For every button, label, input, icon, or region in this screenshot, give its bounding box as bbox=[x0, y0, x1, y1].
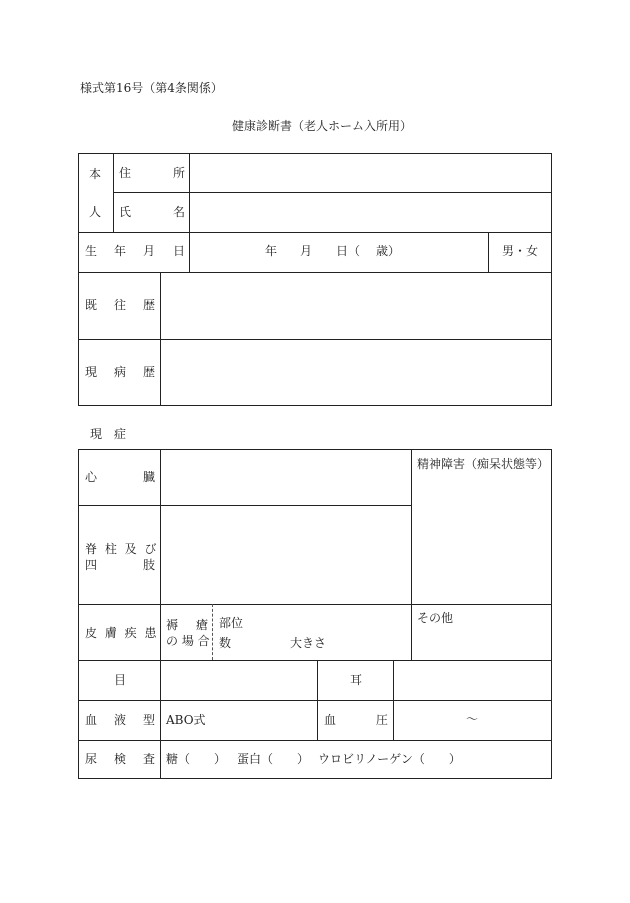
document-title: 健康診断書（老人ホーム入所用） bbox=[232, 119, 413, 133]
history-label-1: 既 bbox=[85, 298, 98, 312]
birth-month-label: 月 bbox=[300, 244, 313, 258]
birth-label-1: 生 bbox=[85, 244, 98, 258]
blood-type-label-1: 血 bbox=[85, 713, 98, 727]
address-label-1: 住 bbox=[119, 166, 132, 180]
name-label-1: 氏 bbox=[119, 205, 132, 219]
other-label: その他 bbox=[417, 611, 454, 625]
history-label-2: 往 bbox=[114, 298, 127, 312]
bedsore-label-2: の 場 合 bbox=[166, 634, 210, 648]
birth-label-4: 日 bbox=[173, 244, 186, 258]
bp-label-1: 血 bbox=[324, 713, 337, 727]
birth-label-3: 月 bbox=[143, 244, 156, 258]
ear-label: 耳 bbox=[350, 673, 363, 687]
present-label-3: 歴 bbox=[143, 365, 156, 379]
mental-disorder-label: 精神障害（痴呆状態等） bbox=[417, 457, 550, 471]
person-label-top: 本 bbox=[89, 167, 102, 181]
heart-label-2: 臓 bbox=[143, 470, 156, 484]
name-label-2: 名 bbox=[173, 205, 186, 219]
bp-label-2: 圧 bbox=[376, 713, 389, 727]
history-label-3: 歴 bbox=[143, 298, 156, 312]
count-label: 数 bbox=[219, 636, 232, 650]
form-number: 様式第16号（第4条関係） bbox=[80, 81, 223, 95]
blood-type-label-3: 型 bbox=[143, 713, 156, 727]
person-label-bottom: 人 bbox=[89, 205, 102, 219]
protein-label: 蛋白（ ） bbox=[237, 752, 310, 766]
urobilinogen-label: ウロビリノーゲン（ ） bbox=[318, 752, 461, 766]
birth-year-label: 年 bbox=[265, 244, 278, 258]
eye-label: 目 bbox=[114, 673, 127, 687]
spine-label-line2a: 四 bbox=[85, 558, 98, 572]
heart-label-1: 心 bbox=[85, 470, 98, 484]
spine-label-line2b: 肢 bbox=[143, 558, 156, 572]
abo-label: ABO式 bbox=[166, 713, 206, 727]
urine-label-1: 尿 bbox=[85, 752, 98, 766]
urine-label-3: 査 bbox=[143, 752, 156, 766]
present-label-2: 病 bbox=[114, 365, 127, 379]
bedsore-label-1: 褥 瘡 bbox=[166, 618, 212, 632]
sugar-label: 糖（ ） bbox=[166, 752, 227, 766]
size-label: 大きさ bbox=[290, 636, 327, 650]
birth-label-2: 年 bbox=[114, 244, 127, 258]
symptoms-table bbox=[78, 449, 552, 779]
address-label-2: 所 bbox=[173, 166, 186, 180]
age-label: 歳） bbox=[376, 244, 401, 258]
skin-disease-label: 皮 膚 疾 患 bbox=[85, 626, 159, 640]
present-label-1: 現 bbox=[85, 365, 98, 379]
blood-type-label-2: 液 bbox=[114, 713, 127, 727]
birth-day-label: 日（ bbox=[336, 244, 361, 258]
gender-choice[interactable]: 男・女 bbox=[502, 244, 539, 258]
urine-label-2: 検 bbox=[114, 752, 127, 766]
bp-separator: 〜 bbox=[466, 712, 479, 726]
site-label: 部位 bbox=[219, 616, 244, 630]
symptoms-title: 現 症 bbox=[90, 427, 127, 441]
spine-label-line1: 脊 柱 及 び bbox=[85, 542, 159, 556]
